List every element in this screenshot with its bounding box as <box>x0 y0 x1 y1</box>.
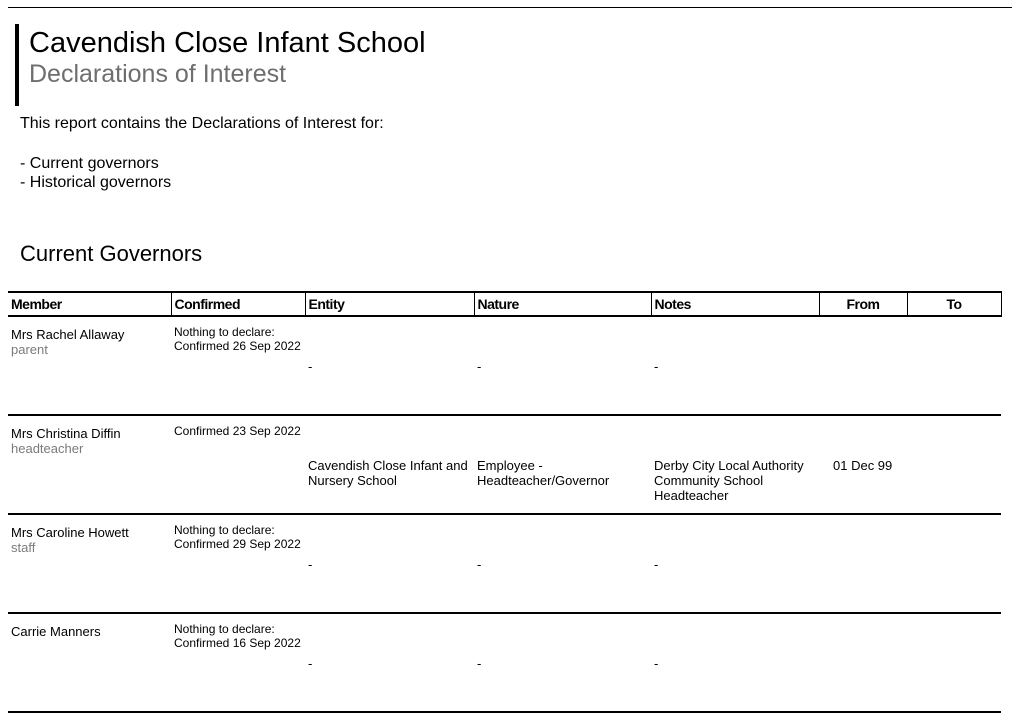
member-name: Mrs Christina Diffin <box>11 426 121 441</box>
nature-value: - <box>477 656 482 671</box>
nature-cell <box>474 613 651 712</box>
scope-list <box>20 154 171 192</box>
nature-cell <box>474 316 651 415</box>
confirmed-line-1: Confirmed 23 Sep 2022 <box>174 424 301 438</box>
from-cell <box>819 613 907 712</box>
confirmed-cell <box>171 415 305 514</box>
notes-value: - <box>654 656 659 671</box>
member-cell <box>8 514 171 613</box>
member-name: Carrie Manners <box>11 624 101 639</box>
notes-value: - <box>654 557 659 572</box>
to-cell <box>907 316 1001 415</box>
table-row <box>8 316 1001 415</box>
declarations-table <box>8 291 1002 713</box>
column-header-notes: Notes <box>651 292 819 316</box>
member-role: headteacher <box>11 441 84 456</box>
table-row <box>8 613 1001 712</box>
member-cell <box>8 613 171 712</box>
confirmed-cell <box>171 316 305 415</box>
entity-value: - <box>308 656 313 671</box>
column-header-from: From <box>819 292 907 316</box>
notes-value: - <box>654 359 659 374</box>
entity-value: - <box>308 359 313 374</box>
from-cell <box>819 316 907 415</box>
confirmed-cell <box>171 613 305 712</box>
notes-cell <box>651 613 819 712</box>
notes-cell <box>651 316 819 415</box>
nature-cell <box>474 415 651 514</box>
column-header-nature: Nature <box>474 292 651 316</box>
entity-cell <box>305 514 474 613</box>
scope-item-historical: - Historical governors <box>20 174 172 191</box>
table-header <box>8 292 1001 316</box>
confirmed-text <box>174 424 302 438</box>
to-cell <box>907 415 1001 514</box>
section-heading-current-governors: Current Governors <box>20 241 203 266</box>
member-role: staff <box>11 540 36 555</box>
intro-text: This report contains the Declarations of Interest for: <box>20 115 384 132</box>
nature-value: - <box>477 359 482 374</box>
member-name: Mrs Caroline Howett <box>11 525 129 540</box>
confirmed-line-2: Confirmed 26 Sep 2022 <box>174 339 301 353</box>
entity-value: Cavendish Close Infant and Nursery School <box>308 458 468 488</box>
from-value: 01 Dec 99 <box>833 458 893 473</box>
confirmed-line-1: Nothing to declare: <box>174 622 275 636</box>
column-header-member: Member <box>8 292 171 316</box>
nature-value: - <box>477 557 482 572</box>
column-header-entity: Entity <box>305 292 474 316</box>
from-cell <box>819 514 907 613</box>
confirmed-line-1: Nothing to declare: <box>174 523 275 537</box>
confirmed-text <box>174 325 302 353</box>
entity-cell <box>305 613 474 712</box>
confirmed-cell <box>171 514 305 613</box>
confirmed-text <box>174 622 302 650</box>
from-cell <box>819 415 907 514</box>
column-header-confirmed: Confirmed <box>171 292 305 316</box>
entity-cell <box>305 316 474 415</box>
to-cell <box>907 514 1001 613</box>
notes-cell <box>651 514 819 613</box>
table-body <box>8 316 1001 712</box>
notes-value: Derby City Local Authority Community School Headteacher <box>654 458 804 503</box>
school-name: Cavendish Close Infant School <box>29 27 426 59</box>
member-cell <box>8 316 171 415</box>
report-header <box>15 24 619 106</box>
column-header-to: To <box>907 292 1001 316</box>
confirmed-line-1: Nothing to declare: <box>174 325 275 339</box>
entity-cell <box>305 415 474 514</box>
table-row <box>8 514 1001 613</box>
nature-value: Employee - Headteacher/Governor <box>477 458 610 488</box>
table-header-row <box>8 292 1001 316</box>
top-divider <box>8 7 1012 8</box>
table-row <box>8 415 1001 514</box>
confirmed-line-2: Confirmed 29 Sep 2022 <box>174 537 301 551</box>
member-cell <box>8 415 171 514</box>
confirmed-text <box>174 523 302 551</box>
member-role: parent <box>11 342 48 357</box>
confirmed-line-2: Confirmed 16 Sep 2022 <box>174 636 301 650</box>
entity-value: - <box>308 557 313 572</box>
member-name: Mrs Rachel Allaway <box>11 327 125 342</box>
scope-item-current: - Current governors <box>20 155 159 172</box>
report-title: Declarations of Interest <box>29 60 287 88</box>
notes-cell <box>651 415 819 514</box>
to-cell <box>907 613 1001 712</box>
nature-cell <box>474 514 651 613</box>
